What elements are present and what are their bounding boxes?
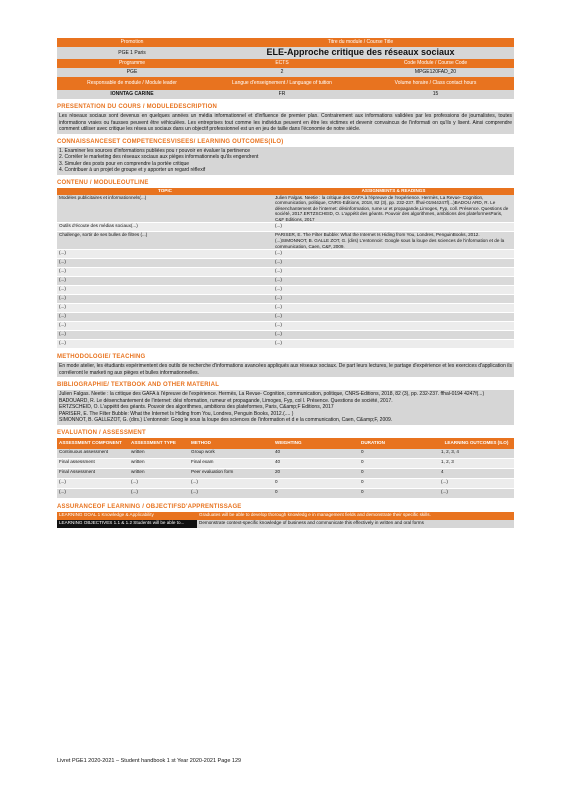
assessment-component-cell: Final Assessment (57, 468, 129, 478)
contents-row (57, 295, 514, 304)
bibliography-entry: ERTZSCHEID, O. L'appétit des géants. Pouvoir des algorithmes, ambitions des plateformes, Paris, C&amp;F Editions, 2017 (59, 404, 334, 411)
bibliography-entry: Julien Falgas. Neetie : la critique des GAFA à l'épreuve de l'expérience. Hermès, La Revue- Cognition, communication, politique, CNRS-Editions, 2018, 82 (3), pp. 232-237. ffhal-0194 4247f(...) (59, 391, 485, 398)
duration-cell: 0 (359, 488, 439, 498)
contents-row (57, 268, 514, 277)
topic-cell: (...) (57, 340, 273, 349)
assurance-table (57, 512, 514, 528)
bibliography-heading: BIBLIOGRAPHIE/ TEXTBOOK AND OTHER MATERIAL (57, 382, 220, 389)
topic-cell: (...) (57, 295, 273, 304)
contents-row (57, 322, 514, 331)
promotion-label: Promotion (120, 39, 144, 46)
ects-value: 2 (280, 69, 284, 76)
header-values-1 (57, 47, 514, 59)
topic-cell: Outils d'écoute des médias sociaux(...) (57, 223, 273, 232)
assessment-type-cell: written (129, 468, 189, 478)
method-cell: (...) (189, 488, 273, 498)
contact-hours-value: 15 (432, 91, 439, 98)
assessment-component-cell: Final assessment (57, 458, 129, 468)
method-cell: Peer evaluation form (189, 468, 273, 478)
duration-cell: 0 (359, 478, 439, 488)
contents-row (57, 232, 514, 250)
contents-row (57, 286, 514, 295)
methodology-text: En mode atelier, les étudiants expérimentent des outils de recherche d'informations avancées appliqués aux réseaux sociaux. De part leurs lectures, le partage d'expérience et les exercices d'application ils corréleront le marketi ng aux pièges et bulles informationnelles. (59, 363, 512, 376)
weighting-header: WEIGHTING (273, 438, 359, 449)
ilo-cell: 4 (439, 468, 514, 478)
reading-cell: (...) (273, 304, 514, 313)
duration-cell: 0 (359, 468, 439, 478)
contents-row (57, 313, 514, 322)
header-values-2 (57, 68, 514, 77)
header-values-3 (57, 90, 514, 99)
assurance-heading: ASSURANCEOF LEARNING / OBJECTIFSD'APPRENTISSAGE (57, 503, 242, 510)
duration-cell: 0 (359, 458, 439, 468)
weighting-cell: 40 (273, 449, 359, 459)
learning-goal-label: LEARNING GOAL 1 Knowledge & Applicability (57, 512, 197, 520)
topic-cell: (...) (57, 277, 273, 286)
assessment-type-cell: (...) (129, 478, 189, 488)
reading-cell: (...) (273, 277, 514, 286)
reading-cell: PARISER, E. The Filter Bubble: What the Internet Is Hiding from You, Londres, PenguinBooks, 2012.(...)SIMONNOT, B. GALLE ZOT, G. (dirs) L'entonnoir: Google sous la loupe des sciences de l'information et de la communication, Caen, C&F, 2009. (273, 232, 514, 250)
assessment-component-cell: Continuous assessment (57, 449, 129, 459)
method-cell: Final exam (189, 458, 273, 468)
bibliography-list (57, 390, 514, 425)
outcomes-heading: CONNAISSANCESET COMPETENCESVISEES/ LEARNING OUTCOMES(ILO) (57, 138, 284, 145)
duration-cell: 0 (359, 449, 439, 459)
language-label: Langue d'enseignement / Language of tuition (232, 80, 332, 87)
reading-cell: Julien Falgas. Neetie : la critique des GAFA à l'épreuve de l'expérience. Hermès, La Revue- Cognition, communication, politique, CNRS-Editions, 2018, 82 (3), pp. 232-237. ffhal-01944247f(...)BADOU ARD, R. Le désenchantement de l'internet: désinformation, rume ur et propagande,Limoges, Fyp, coll. Présence. Questions de société, 2017.ERTZSCHEID, O. L'appétit des géants. Pouvoir des algorithmes, ambitions des plateformesParis, C&F Editions, 2017 (273, 195, 514, 223)
ects-label: ECTS (275, 60, 289, 67)
ilo-cell: 1, 2, 3, 4 (439, 449, 514, 459)
outcome-item: 3. Simuler des posts pour en comprendre la portée critique (59, 160, 190, 167)
evaluation-row (57, 488, 514, 498)
reading-cell: (...) (273, 340, 514, 349)
topic-cell: Modèles publicitaires et informationnels(...) (57, 195, 273, 223)
reading-cell: (...) (273, 259, 514, 268)
method-header: METHOD (189, 438, 273, 449)
contents-row (57, 223, 514, 232)
assessment-type-cell: written (129, 458, 189, 468)
header-labels-1 (57, 38, 514, 47)
evaluation-row (57, 449, 514, 459)
course-code-label: Code Module / Course Code (403, 60, 468, 67)
assessment-component-cell: (...) (57, 478, 129, 488)
bibliography-entry: PARISER, E. The Filter Bubble: What the Internet Is Hiding from You, Londres, Penguin Books, 2012.(.... ) (59, 410, 294, 417)
assessment-type-cell: written (129, 449, 189, 459)
learning-objective-label: LEARNING OBJECTIVES 1.1 & 1.2 Students will be able to... (57, 520, 197, 528)
bibliography-entry: BADOUARD, R. Le désenchantement de l'internet: dési nformation, rumeur et propagande, Limoges, Fyp, col l. Présence. Questions de société, 2017. (59, 397, 393, 404)
ilo-cell: (...) (439, 478, 514, 488)
presentation-text: Les réseaux sociaux sont devenus en quelques années un média informationnel et d'influence de premier plan. Contrairement aux informations validées par les professions de journalistes, toutes informations vraies ou fausses peuvent être véhiculées. Les entreprises tout comme les individus peuvent en être les victimes et devenir convaincus de l'informati on qu'ils y lisent. Ainsi comprendre comment utiliser avec critique les résea ux sociaux dans un objectif professionnel est un en jeu de taille dans l'économie de notre siècle. (59, 113, 512, 132)
contents-heading: CONTENU / MODULEOUTLINE (57, 179, 149, 186)
contents-row (57, 259, 514, 268)
evaluation-row (57, 478, 514, 488)
module-leader-value: IONNTAG CARINE (110, 91, 154, 98)
topic-cell: (...) (57, 331, 273, 340)
method-cell: Group work (189, 449, 273, 459)
outcomes-list (57, 147, 514, 175)
reading-cell: (...) (273, 322, 514, 331)
course-code-value: MPGE120FAD_20 (414, 69, 457, 76)
language-value: FR (278, 91, 286, 98)
outcome-item: 2. Corréler le marketing des réseaux sociaux aux pièges informationnels qu'ils engendrent (59, 154, 259, 160)
topic-cell: (...) (57, 286, 273, 295)
reading-cell: (...) (273, 313, 514, 322)
contents-row (57, 250, 514, 259)
weighting-cell: 0 (273, 478, 359, 488)
topic-cell: (...) (57, 259, 273, 268)
reading-cell: (...) (273, 286, 514, 295)
topic-cell: (...) (57, 304, 273, 313)
header-labels-2 (57, 59, 514, 68)
topic-cell: (...) (57, 268, 273, 277)
contact-hours-label: Volume horaire / Class contact hours (394, 80, 477, 87)
outcome-item: 4. Contribuer à un projet de groupe et y apporter un regard réflexif (59, 167, 206, 173)
contents-row (57, 195, 514, 223)
contents-table (57, 188, 514, 350)
assignments-column-header: ASSIGNMENTS & READINGS (273, 188, 514, 195)
assessment-component-cell: (...) (57, 488, 129, 498)
header-labels-3 (57, 77, 514, 90)
method-cell: (...) (189, 478, 273, 488)
evaluation-table (57, 438, 514, 499)
assessment-type-cell: (...) (129, 488, 189, 498)
duration-header: DURATION (359, 438, 439, 449)
evaluation-row (57, 458, 514, 468)
contents-row (57, 277, 514, 286)
ilo-cell: 1, 2, 3 (439, 458, 514, 468)
topic-cell: Challenge, sortir de ses bulles de filtres (...) (57, 232, 273, 250)
reading-cell: (...) (273, 331, 514, 340)
course-title: ELE-Approche critique des réseaux sociaux (266, 47, 455, 58)
evaluation-heading: EVALUATION / ASSESSMENT (57, 429, 146, 436)
assessment-type-header: ASSESSMENT TYPE (129, 438, 189, 449)
promotion-value: PGE 1 Paris (118, 49, 146, 56)
topic-cell: (...) (57, 322, 273, 331)
reading-cell: (...) (273, 223, 514, 232)
course-title-label: Titre du module / Course Title (327, 39, 394, 46)
reading-cell: (...) (273, 250, 514, 259)
bibliography-entry: SIMONNOT, B. GALLEZOT, G. (dirs.) L'entonnoir: Goog le sous la loupe des sciences de l'information et d e la communication, Caen, C&amp;F, 2009. (59, 417, 393, 424)
weighting-cell: 20 (273, 468, 359, 478)
learning-goal-text: Graduates will be able to develop thorough knowledg e in management fields and demonstrate their specific skills. (197, 512, 514, 520)
ilo-header: LEARNING OUTCOMES (ILO) (439, 438, 514, 449)
page-footer: Livret PGE1 2020-2021 – Student handbook 1 st Year 2020-2021 Page 129 (57, 758, 242, 764)
programme-label: Programme (118, 60, 146, 67)
ilo-cell: (...) (439, 488, 514, 498)
weighting-cell: 0 (273, 488, 359, 498)
assessment-component-header: ASSESSMENT COMPONENT (57, 438, 129, 449)
topic-cell: (...) (57, 313, 273, 322)
weighting-cell: 40 (273, 458, 359, 468)
contents-row (57, 340, 514, 349)
module-leader-label: Responsable de module / Module leader (87, 80, 177, 87)
reading-cell: (...) (273, 268, 514, 277)
reading-cell: (...) (273, 295, 514, 304)
topic-column-header: TOPIC (57, 188, 273, 195)
contents-row (57, 304, 514, 313)
learning-objective-text: Demonstrate context-specific knowledge of business and communicate this effectively in written and oral forms (197, 520, 514, 528)
programme-value: PGE (126, 69, 138, 76)
methodology-heading: METHODOLOGIE/ TEACHING (57, 354, 146, 361)
topic-cell: (...) (57, 250, 273, 259)
presentation-heading: PRESENTATION DU COURS / MODULEDESCRIPTION (57, 104, 217, 110)
contents-row (57, 331, 514, 340)
header-block (57, 38, 514, 99)
outcome-item: 1. Examiner les sources d'informations publiées pou r pouvoir en évaluer la pertinence (59, 147, 251, 154)
evaluation-row (57, 468, 514, 478)
syllabus-sheet (57, 38, 514, 528)
